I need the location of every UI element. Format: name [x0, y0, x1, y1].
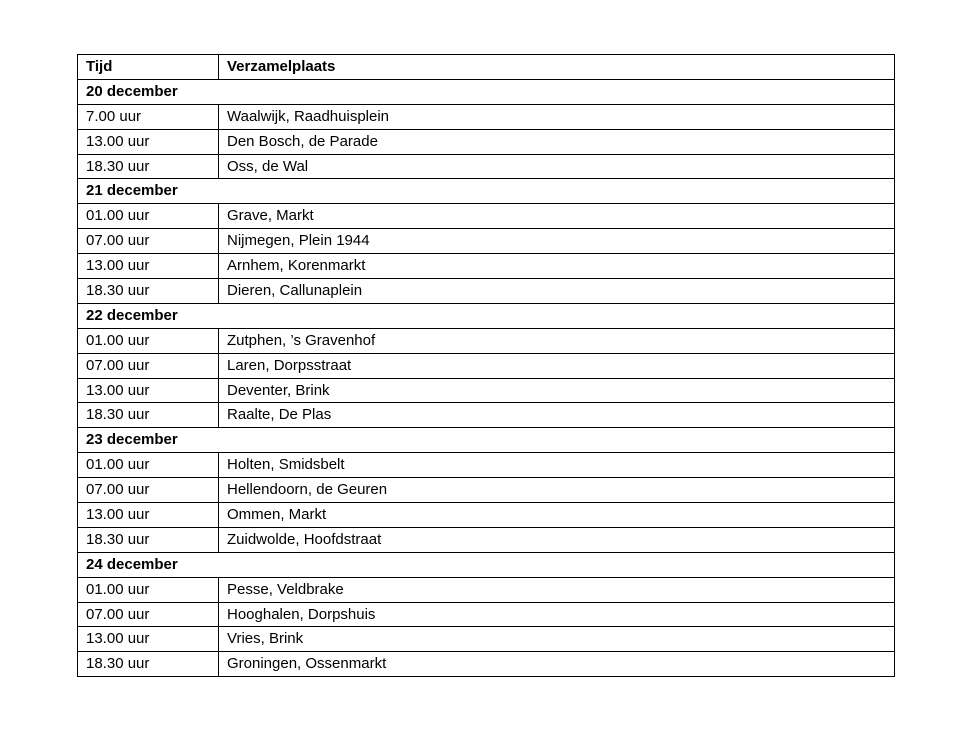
time-cell: 07.00 uur — [78, 229, 219, 254]
date-row — [78, 179, 895, 204]
time-cell: 18.30 uur — [78, 279, 219, 304]
table-row — [78, 129, 895, 154]
table-row — [78, 254, 895, 279]
place-cell: Deventer, Brink — [219, 378, 895, 403]
place-cell: Laren, Dorpsstraat — [219, 353, 895, 378]
table-row — [78, 154, 895, 179]
place-cell: Ommen, Markt — [219, 503, 895, 528]
time-cell: 18.30 uur — [78, 652, 219, 677]
time-cell: 01.00 uur — [78, 453, 219, 478]
time-cell: 01.00 uur — [78, 328, 219, 353]
time-cell: 18.30 uur — [78, 154, 219, 179]
place-cell: Hooghalen, Dorpshuis — [219, 602, 895, 627]
table-row — [78, 328, 895, 353]
time-cell: 13.00 uur — [78, 503, 219, 528]
date-row — [78, 552, 895, 577]
place-cell: Zuidwolde, Hoofdstraat — [219, 527, 895, 552]
date-row — [78, 428, 895, 453]
time-cell: 01.00 uur — [78, 577, 219, 602]
table-row — [78, 503, 895, 528]
date-label: 22 december — [78, 303, 895, 328]
place-cell: Zutphen, ’s Gravenhof — [219, 328, 895, 353]
table-row — [78, 577, 895, 602]
time-cell: 18.30 uur — [78, 403, 219, 428]
time-cell: 13.00 uur — [78, 627, 219, 652]
date-row — [78, 303, 895, 328]
header-place: Verzamelplaats — [219, 55, 895, 80]
place-cell: Den Bosch, de Parade — [219, 129, 895, 154]
place-cell: Holten, Smidsbelt — [219, 453, 895, 478]
header-time: Tijd — [78, 55, 219, 80]
time-cell: 07.00 uur — [78, 478, 219, 503]
time-cell: 7.00 uur — [78, 104, 219, 129]
date-label: 20 december — [78, 79, 895, 104]
time-cell: 07.00 uur — [78, 353, 219, 378]
date-row — [78, 79, 895, 104]
date-label: 24 december — [78, 552, 895, 577]
place-cell: Raalte, De Plas — [219, 403, 895, 428]
time-cell: 01.00 uur — [78, 204, 219, 229]
table-row — [78, 602, 895, 627]
table-row — [78, 527, 895, 552]
table-row — [78, 104, 895, 129]
table-row — [78, 403, 895, 428]
place-cell: Vries, Brink — [219, 627, 895, 652]
time-cell: 13.00 uur — [78, 254, 219, 279]
table-row — [78, 652, 895, 677]
schedule-table — [77, 54, 895, 677]
place-cell: Arnhem, Korenmarkt — [219, 254, 895, 279]
table-row — [78, 378, 895, 403]
place-cell: Grave, Markt — [219, 204, 895, 229]
table-row — [78, 279, 895, 304]
table-row — [78, 204, 895, 229]
table-row — [78, 229, 895, 254]
time-cell: 13.00 uur — [78, 129, 219, 154]
date-label: 21 december — [78, 179, 895, 204]
place-cell: Groningen, Ossenmarkt — [219, 652, 895, 677]
place-cell: Pesse, Veldbrake — [219, 577, 895, 602]
time-cell: 13.00 uur — [78, 378, 219, 403]
place-cell: Hellendoorn, de Geuren — [219, 478, 895, 503]
schedule-body — [78, 79, 895, 676]
table-row — [78, 453, 895, 478]
place-cell: Waalwijk, Raadhuisplein — [219, 104, 895, 129]
place-cell: Nijmegen, Plein 1944 — [219, 229, 895, 254]
date-label: 23 december — [78, 428, 895, 453]
time-cell: 07.00 uur — [78, 602, 219, 627]
header-row — [78, 55, 895, 80]
table-row — [78, 627, 895, 652]
time-cell: 18.30 uur — [78, 527, 219, 552]
place-cell: Oss, de Wal — [219, 154, 895, 179]
place-cell: Dieren, Callunaplein — [219, 279, 895, 304]
table-row — [78, 478, 895, 503]
table-row — [78, 353, 895, 378]
